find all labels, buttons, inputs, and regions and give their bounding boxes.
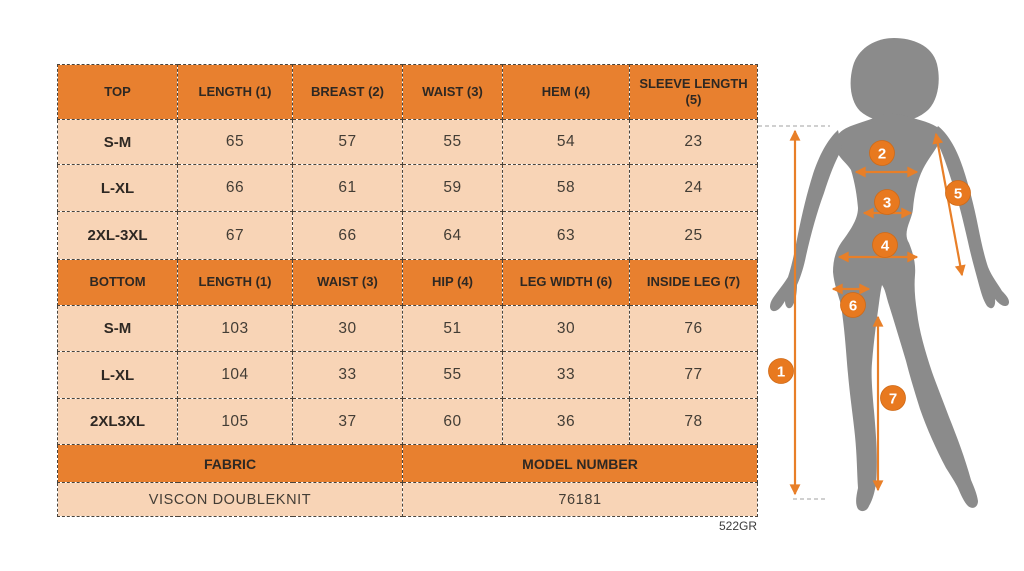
size-label: L-XL bbox=[58, 165, 178, 212]
size-label: S-M bbox=[58, 306, 178, 352]
value-cell: 57 bbox=[293, 120, 403, 165]
fabric-header-cell: FABRIC bbox=[58, 445, 403, 483]
top-header-row bbox=[58, 65, 758, 120]
value-cell: 67 bbox=[178, 212, 293, 260]
value-cell: 60 bbox=[403, 399, 503, 445]
value-cell: 54 bbox=[503, 120, 630, 165]
marker-number-4: 4 bbox=[880, 237, 890, 255]
value-cell: 33 bbox=[503, 352, 630, 399]
header-cell-leg-width: LEG WIDTH (6) bbox=[503, 260, 630, 306]
value-cell: 58 bbox=[503, 165, 630, 212]
measurement-figure bbox=[750, 20, 1024, 571]
value-cell: 64 bbox=[403, 212, 503, 260]
header-cell-waist: WAIST (3) bbox=[403, 65, 503, 120]
value-cell: 51 bbox=[403, 306, 503, 352]
silhouette-right-arm bbox=[933, 126, 1009, 308]
value-cell: 30 bbox=[503, 306, 630, 352]
value-cell: 103 bbox=[178, 306, 293, 352]
table-row bbox=[58, 165, 758, 212]
size-label: 2XL-3XL bbox=[58, 212, 178, 260]
value-cell: 66 bbox=[178, 165, 293, 212]
size-label: S-M bbox=[58, 120, 178, 165]
marker-number-2: 2 bbox=[877, 145, 887, 163]
value-cell: 61 bbox=[293, 165, 403, 212]
value-cell: 77 bbox=[630, 352, 758, 399]
model-number-header-cell: MODEL NUMBER bbox=[403, 445, 758, 483]
bottom-header-row bbox=[58, 260, 758, 306]
info-header-row bbox=[58, 445, 758, 483]
size-label: 2XL3XL bbox=[58, 399, 178, 445]
value-cell: 36 bbox=[503, 399, 630, 445]
value-cell: 104 bbox=[178, 352, 293, 399]
info-value-row bbox=[58, 483, 758, 517]
marker-number-6: 6 bbox=[848, 297, 858, 315]
value-cell: 23 bbox=[630, 120, 758, 165]
silhouette-left-arm bbox=[770, 130, 842, 311]
value-cell: 76 bbox=[630, 306, 758, 352]
header-cell-length: LENGTH (1) bbox=[178, 260, 293, 306]
value-cell: 105 bbox=[178, 399, 293, 445]
marker-number-5: 5 bbox=[953, 185, 963, 203]
size-chart-table bbox=[57, 64, 758, 517]
table-row bbox=[58, 352, 758, 399]
woman-silhouette bbox=[770, 38, 1009, 511]
value-cell: 25 bbox=[630, 212, 758, 260]
value-cell: 66 bbox=[293, 212, 403, 260]
value-cell: 24 bbox=[630, 165, 758, 212]
header-cell-inside-leg: INSIDE LEG (7) bbox=[630, 260, 758, 306]
value-cell: 37 bbox=[293, 399, 403, 445]
header-cell-top: TOP bbox=[58, 65, 178, 120]
table-row bbox=[58, 306, 758, 352]
fabric-value-cell: VISCON DOUBLEKNIT bbox=[58, 483, 403, 517]
header-cell-hem: HEM (4) bbox=[503, 65, 630, 120]
value-cell: 33 bbox=[293, 352, 403, 399]
value-cell: 55 bbox=[403, 120, 503, 165]
value-cell: 63 bbox=[503, 212, 630, 260]
header-cell-waist: WAIST (3) bbox=[293, 260, 403, 306]
model-number-value-cell: 76181 bbox=[403, 483, 758, 517]
table-row bbox=[58, 212, 758, 260]
product-code: 522GR bbox=[718, 519, 757, 533]
value-cell: 65 bbox=[178, 120, 293, 165]
size-label: L-XL bbox=[58, 352, 178, 399]
header-cell-sleeve-length: SLEEVE LENGTH (5) bbox=[630, 65, 758, 120]
value-cell: 55 bbox=[403, 352, 503, 399]
table-row bbox=[58, 399, 758, 445]
table-row bbox=[58, 120, 758, 165]
silhouette-head bbox=[851, 38, 939, 122]
marker-number-3: 3 bbox=[882, 194, 892, 212]
header-cell-breast: BREAST (2) bbox=[293, 65, 403, 120]
header-cell-hip: HIP (4) bbox=[403, 260, 503, 306]
marker-number-1: 1 bbox=[776, 363, 786, 381]
value-cell: 59 bbox=[403, 165, 503, 212]
header-cell-bottom: BOTTOM bbox=[58, 260, 178, 306]
header-cell-length: LENGTH (1) bbox=[178, 65, 293, 120]
value-cell: 30 bbox=[293, 306, 403, 352]
marker-number-7: 7 bbox=[888, 390, 898, 408]
value-cell: 78 bbox=[630, 399, 758, 445]
